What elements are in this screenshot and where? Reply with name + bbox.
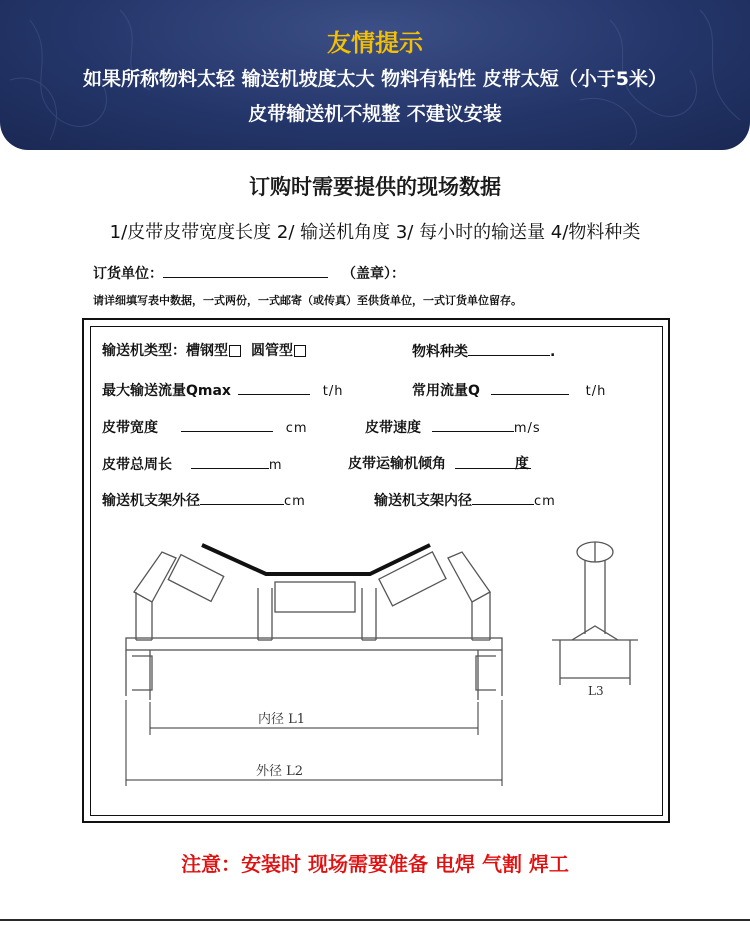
incline-angle-row <box>348 453 531 473</box>
max-flow-field[interactable] <box>238 379 310 395</box>
banner-title: 友情提示 <box>327 29 423 57</box>
required-data-list: 1/皮带皮带宽度长度 2/ 输送机角度 3/ 每小时的输送量 4/物料种类 <box>109 222 641 243</box>
belt-line <box>202 545 430 574</box>
order-unit-label: 订货单位： <box>93 266 163 282</box>
warning-prefix: 注意： <box>181 852 242 876</box>
inner-dimension-label: 内径 L1 <box>258 712 306 727</box>
material-field-end: . <box>550 344 556 360</box>
normal-flow-unit: t/h <box>585 384 607 399</box>
warning-text: 安装时 现场需要准备 电焊 气割 焊工 <box>241 852 569 876</box>
inner-diameter-label: 输送机支架内径 <box>374 493 472 509</box>
inner-diameter-row <box>374 489 556 510</box>
page-heading: 订购时需要提供的现场数据 <box>249 175 501 199</box>
belt-width-field[interactable] <box>181 416 273 432</box>
belt-length-row <box>102 453 283 474</box>
outer-dimension-label: 外径 L2 <box>256 764 304 779</box>
material-type-field[interactable] <box>468 340 550 356</box>
bottom-divider <box>0 919 750 921</box>
incline-angle-label: 皮带运输机倾角 <box>348 456 446 472</box>
round-tube-checkbox[interactable] <box>294 345 306 357</box>
belt-width-row <box>102 416 308 437</box>
installation-warning <box>0 848 750 877</box>
belt-speed-row <box>365 416 541 437</box>
normal-flow-field[interactable] <box>491 379 569 395</box>
inner-diameter-unit: cm <box>534 494 556 509</box>
dimension-lines <box>126 700 502 786</box>
incline-angle-field[interactable] <box>455 453 531 472</box>
banner-warning-line-1: 如果所称物料太轻 输送机坡度太大 物料有粘性 皮带太短（小于5米） <box>82 68 668 90</box>
outer-diameter-field[interactable] <box>200 489 284 505</box>
left-wing-roller <box>134 552 224 640</box>
material-type-row <box>412 340 555 361</box>
conveyor-bracket-drawing <box>90 530 660 810</box>
order-unit-row <box>93 263 405 283</box>
belt-width-unit: cm <box>285 421 308 436</box>
belt-speed-label: 皮带速度 <box>365 420 421 436</box>
belt-speed-field[interactable] <box>432 416 514 432</box>
incline-angle-unit: 度 <box>514 456 529 472</box>
belt-length-field[interactable] <box>191 453 269 469</box>
right-wing-roller <box>379 552 490 640</box>
max-flow-label: 最大输送流量Qmax <box>102 383 231 399</box>
outer-diameter-unit: cm <box>284 494 306 509</box>
belt-length-unit: m <box>268 458 283 473</box>
warning-banner <box>0 0 750 150</box>
seal-label: （盖章）： <box>342 266 405 282</box>
max-flow-row <box>102 379 343 400</box>
option-round-tube: 圆管型 <box>251 343 293 359</box>
side-view-bracket <box>552 542 638 685</box>
order-unit-field[interactable] <box>163 263 328 278</box>
center-roller <box>258 582 376 640</box>
belt-speed-unit: m/s <box>513 421 541 436</box>
fill-in-note: 请详细填写表中数据，一式两份，一式邮寄（或传真）至供货单位，一式订货单位留存。 <box>93 294 522 307</box>
option-channel-steel: 槽钢型 <box>186 343 228 359</box>
material-type-label: 物料种类 <box>412 344 468 360</box>
banner-warning-line-2: 皮带输送机不规整 不建议安装 <box>248 103 502 125</box>
belt-length-label: 皮带总周长 <box>102 457 172 473</box>
normal-flow-label: 常用流量Q <box>412 383 480 399</box>
conveyor-type-label: 输送机类型： <box>102 343 186 359</box>
l3-dimension-label: L3 <box>588 684 604 698</box>
channel-steel-checkbox[interactable] <box>229 345 241 357</box>
max-flow-unit: t/h <box>322 384 344 399</box>
outer-diameter-label: 输送机支架外径 <box>102 493 200 509</box>
base-beam <box>126 638 502 700</box>
inner-diameter-field[interactable] <box>472 489 534 505</box>
normal-flow-row <box>412 379 606 400</box>
outer-diameter-row <box>102 489 306 510</box>
belt-width-label: 皮带宽度 <box>102 420 158 436</box>
conveyor-type-row <box>102 340 316 360</box>
